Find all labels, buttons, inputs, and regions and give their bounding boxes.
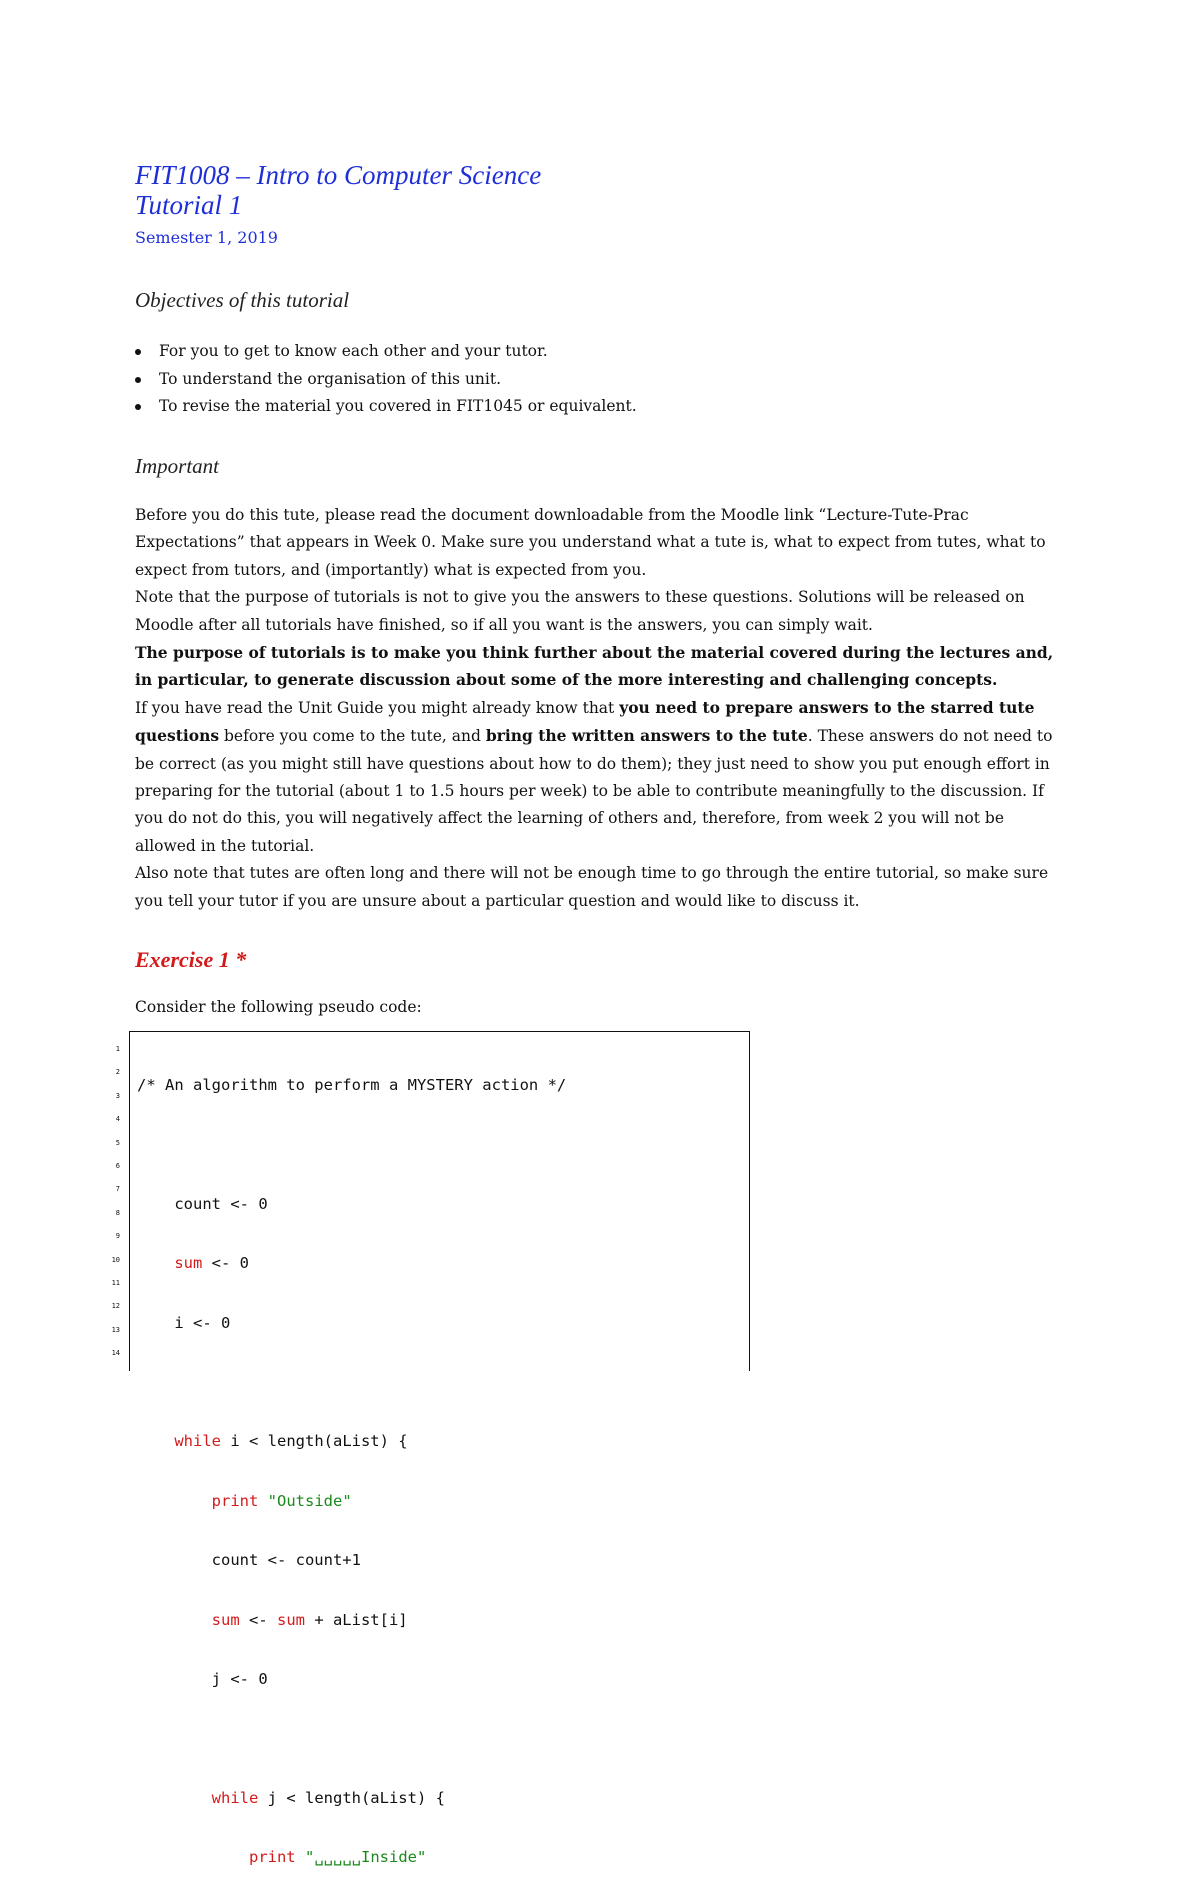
code-line: print "Outside": [211, 1491, 352, 1510]
line-number: 5: [115, 1138, 120, 1147]
line-number: 14: [111, 1349, 120, 1358]
list-item: For you to get to know each other and your tutor.: [135, 338, 637, 366]
course-title: FIT1008 – Intro to Computer Science: [135, 160, 542, 190]
important-body: [135, 502, 1065, 915]
line-number: 3: [115, 1091, 120, 1100]
line-number: 9: [115, 1232, 120, 1241]
code-line: /* An algorithm to perform a MYSTERY action */: [137, 1076, 567, 1094]
line-number: 7: [115, 1185, 120, 1194]
line-number: 10: [111, 1255, 120, 1264]
line-number: 4: [115, 1115, 120, 1124]
line-number: 1: [115, 1045, 120, 1053]
line-number: 6: [115, 1161, 120, 1170]
bullet-icon: [135, 349, 141, 355]
line-numbers: [104, 1038, 120, 1365]
document-page: [135, 160, 1065, 1016]
code-line: count <- 0: [174, 1194, 268, 1213]
code-listing: [137, 1038, 566, 1887]
bullet-icon: [135, 377, 141, 383]
list-item: To revise the material you covered in FIT1045 or equivalent.: [135, 393, 637, 421]
list-item: To understand the organisation of this unit.: [135, 366, 637, 394]
paragraph-preparation: If you have read the Unit Guide you might already know that you need to prepare answers to the starred tute questions before you come to the tute, and bring the written answers to the tute. These answers do not need to be correct (as you might still have questions about how to do them); they just need to show you put enough effort in preparing for the tutorial (about 1 to 1.5 hours per week) to be able to contribute meaningfully to the discussion. If you do not do this, you will negatively affect the learning of others and, therefore, from week 2 you will not be allowed in the tutorial.: [135, 697, 1053, 855]
paragraph-expectations: Before you do this tute, please read the document downloadable from the Moodle link “Lecture-Tute-Prac Expectations” that appears in Week 0. Make sure you understand what a tute is, what to expect from tutes, what to expect from tutors, and (importantly) what is expected from you.: [135, 506, 1046, 579]
tutorial-title: Tutorial 1: [135, 190, 243, 220]
document-title: [135, 160, 1065, 247]
line-number: 13: [111, 1325, 120, 1334]
line-number: 8: [115, 1208, 120, 1217]
code-line: print "␣␣␣␣␣Inside": [248, 1848, 427, 1867]
paragraph-purpose: Note that the purpose of tutorials is not to give you the answers to these questions. Solutions will be released on Moodle after all tutorials have finished, so if all you want is the answers, you can simply wait.: [135, 588, 1025, 634]
line-number: 2: [115, 1068, 120, 1077]
code-line: sum <- 0: [174, 1254, 249, 1273]
code-line: sum <- sum + aList[i]: [211, 1610, 408, 1629]
code-line: [137, 1371, 566, 1394]
exercise-intro: Consider the following pseudo code:: [135, 998, 422, 1016]
semester-label: Semester 1, 2019: [135, 228, 278, 247]
code-line: [137, 1133, 566, 1156]
exercise-heading: Exercise 1 *: [135, 947, 247, 972]
code-line: count <- count+1: [211, 1551, 361, 1570]
bullet-icon: [135, 404, 141, 410]
code-line: i <- 0: [174, 1313, 231, 1332]
line-number: 12: [111, 1302, 120, 1311]
objectives-list: [135, 338, 637, 421]
code-line: j <- 0: [211, 1669, 268, 1688]
code-line: [137, 1727, 566, 1750]
paragraph-note: Also note that tutes are often long and there will not be enough time to go through the entire tutorial, so make sure you tell your tutor if you are unsure about a particular question and would like to discuss it.: [135, 864, 1049, 910]
paragraph-purpose-bold: The purpose of tutorials is to make you think further about the material covered during the lectures and, in particular, to generate discussion about some of the more interesting and challenging concepts.: [135, 643, 1054, 690]
objectives-heading: Objectives of this tutorial: [135, 288, 350, 312]
code-line: while i < length(aList) {: [174, 1432, 408, 1451]
code-line: while j < length(aList) {: [211, 1788, 445, 1807]
line-number: 11: [111, 1278, 120, 1287]
important-heading: Important: [135, 454, 219, 478]
